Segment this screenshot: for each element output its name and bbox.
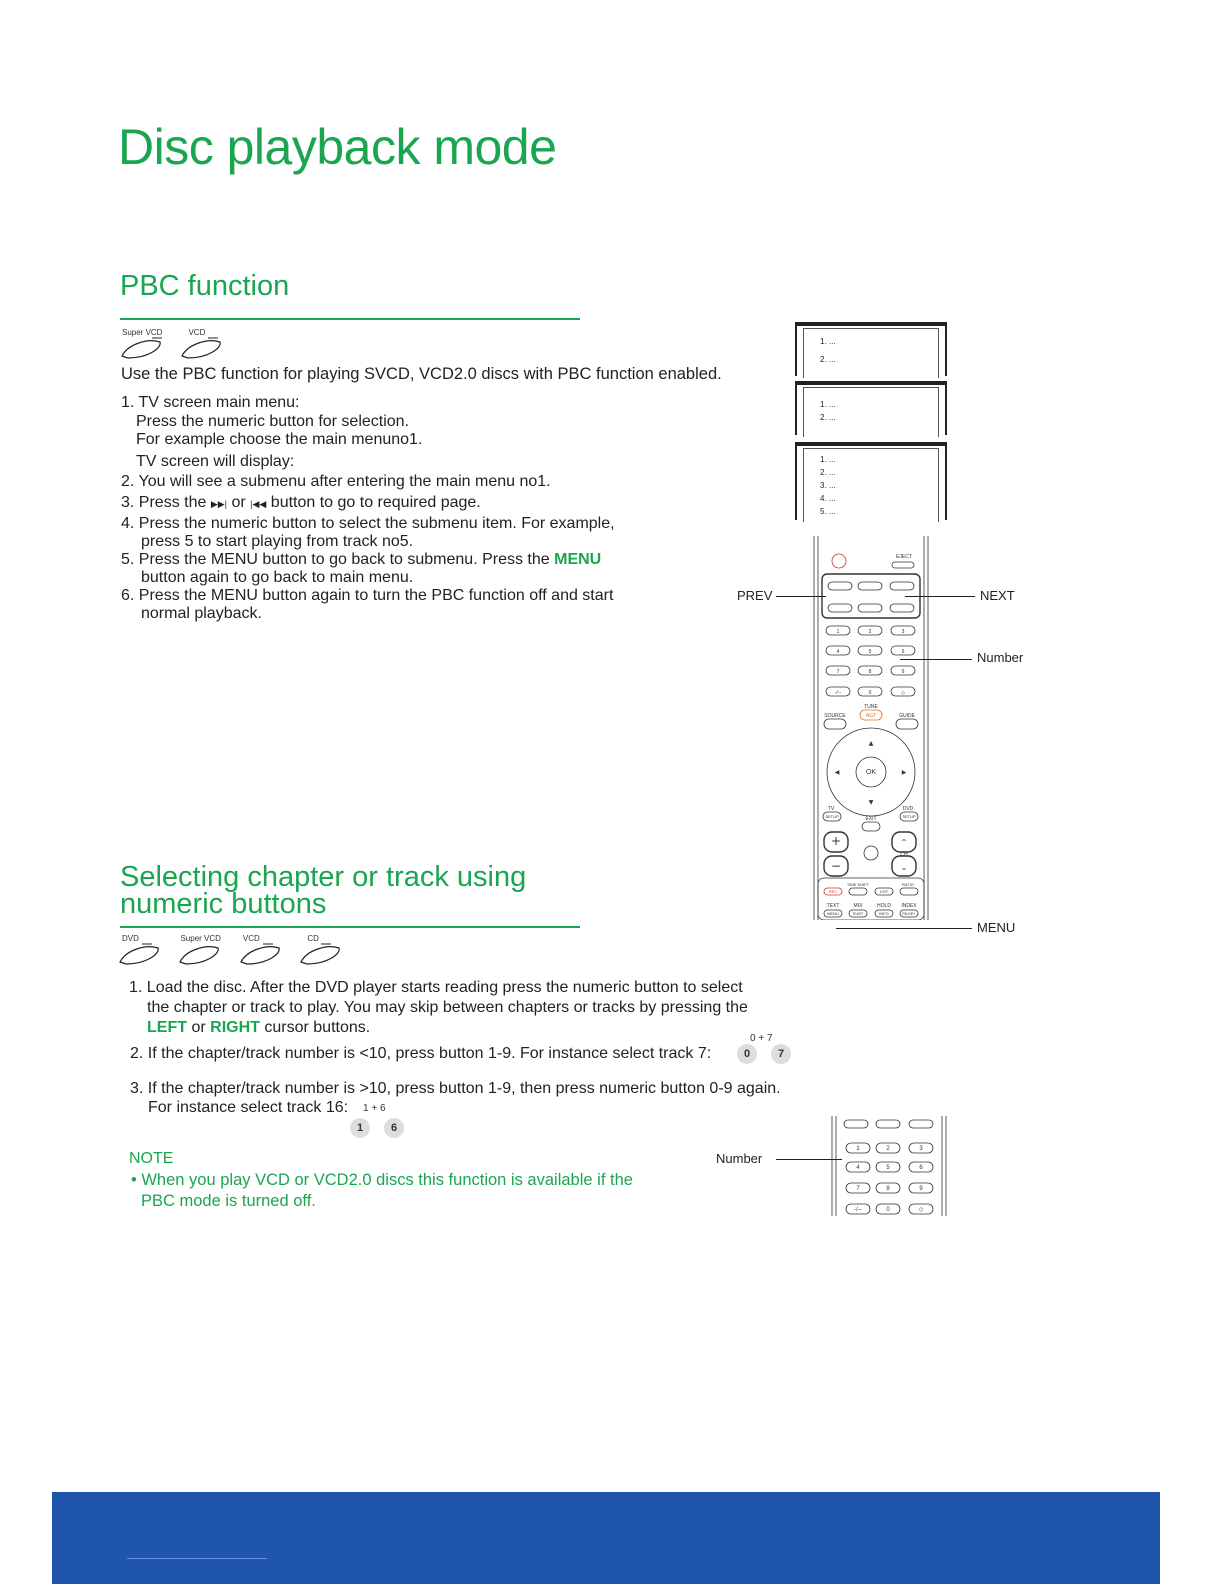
svg-text:2: 2 [868, 629, 872, 635]
svg-text:9: 9 [901, 669, 905, 675]
pbc-intro: Use the PBC function for playing SVCD, VCD2.0 discs with PBC function enabled. [121, 365, 722, 383]
svg-text:TIME SHIFT: TIME SHIFT [846, 882, 870, 887]
svg-text:REC: REC [828, 889, 838, 894]
pbc-steps [121, 392, 741, 623]
svg-text:▲: ▲ [868, 740, 874, 747]
svg-text:4: 4 [836, 649, 840, 655]
svg-text:8: 8 [868, 669, 872, 675]
footer-link-underline[interactable] [127, 1558, 267, 1559]
step2-combo-label: 0 + 7 [750, 1033, 773, 1044]
prev-track-icon: |◀◀ [250, 499, 267, 509]
pbc-step6: 6. Press the MENU button again to turn the PBC function off and start [121, 587, 614, 604]
button-0: 0 [737, 1044, 757, 1064]
prev-label: PREV [737, 588, 773, 603]
svg-text:TV: TV [827, 806, 835, 812]
svg-text:◇: ◇ [901, 690, 905, 696]
tv-screen-main-menu: 1. ... 2. ... [795, 322, 947, 376]
menu-line [836, 928, 972, 929]
tv-screen-submenu-2: 1. ... 2. ... 3. ... 4. ... 5. ... [795, 442, 947, 520]
svg-text:4: 4 [856, 1165, 860, 1171]
svg-text:◀: ◀ [834, 769, 840, 776]
svg-text:3: 3 [901, 629, 905, 635]
svg-text:MENU: MENU [827, 911, 839, 916]
select-step1: 1. Load the disc. After the DVD player starts reading press the numeric button to select the chapter or track to play. You may skip between chapters or tracks by pressing the LEFT or RIGHT cursor buttons. [129, 979, 748, 1036]
svg-text:DVD: DVD [902, 806, 914, 812]
cd-disc-icon: CD [297, 934, 345, 968]
svg-text:0: 0 [868, 690, 872, 696]
svg-text:CH: CH [900, 852, 908, 858]
note-text: • When you play VCD or VCD2.0 discs this function is available if the PBC mode is turned off. [131, 1171, 633, 1210]
svg-text:◇: ◇ [918, 1207, 924, 1213]
remote-control [812, 536, 930, 920]
number-label-2: Number [716, 1151, 763, 1166]
step3-combo-label: 1 + 6 [363, 1103, 386, 1114]
pbc-step5: 5. Press the MENU button to go back to submenu. Press the MENU [121, 551, 602, 568]
pbc-step4: 4. Press the numeric button to select the submenu item. For example, [121, 515, 615, 532]
svg-text:MIX: MIX [853, 903, 863, 909]
select-step2: 2. If the chapter/track number is <10, press button 1-9. For instance select track 7: [130, 1045, 712, 1062]
pbc-step1: 1. TV screen main menu: [121, 394, 300, 411]
svg-text:SETUP: SETUP [902, 814, 916, 819]
pbc-disc-icons [118, 328, 234, 367]
next-label: NEXT [980, 588, 1015, 603]
svg-text:9: 9 [919, 1186, 923, 1192]
svg-text:OK: OK [865, 769, 877, 776]
svg-text:EJECT: EJECT [896, 554, 912, 560]
svg-text:HOLD: HOLD [877, 903, 891, 909]
svg-text:SOURCE: SOURCE [824, 713, 846, 719]
svg-text:PAGE+: PAGE+ [902, 911, 916, 916]
pbc-heading: PBC function [120, 270, 290, 302]
dvd-disc-icon: DVD [116, 934, 164, 968]
next-line [905, 596, 975, 597]
svg-text:▼: ▼ [868, 799, 874, 806]
vcd-disc-icon: VCD [178, 328, 226, 362]
svg-text:GUIDE: GUIDE [899, 713, 915, 719]
pbc-step4-b: press 5 to start playing from track no5. [141, 533, 414, 550]
svg-text:INDEX: INDEX [901, 903, 917, 909]
svg-text:-/--: -/-- [834, 690, 842, 696]
svg-text:AGT: AGT [865, 713, 877, 719]
svg-text:⌄: ⌄ [900, 863, 908, 872]
select-disc-icons [116, 934, 353, 973]
svg-text:6: 6 [901, 649, 905, 655]
pbc-step1-c: For example choose the main menuno1. [136, 431, 423, 448]
svg-text:INFO: INFO [879, 911, 889, 916]
pbc-step6-b: normal playback. [141, 605, 262, 622]
select-step3-b: For instance select track 16: [148, 1099, 349, 1116]
pbc-step1-b: Press the numeric button for selection. [136, 413, 410, 430]
super-vcd-disc-icon-2: Super VCD [176, 934, 224, 968]
svg-text:7: 7 [836, 669, 840, 675]
svg-text:EXIT: EXIT [865, 816, 877, 822]
pbc-step5-b: button again to go back to main menu. [141, 569, 414, 586]
svg-text:3: 3 [919, 1146, 923, 1152]
svg-text:SETUP: SETUP [825, 814, 839, 819]
footer-bar [52, 1492, 1160, 1584]
select-rule [120, 926, 580, 928]
button-6: 6 [384, 1118, 404, 1138]
svg-text:5: 5 [868, 649, 872, 655]
pbc-step1-d: TV screen will display: [136, 453, 295, 470]
super-vcd-disc-icon: Super VCD [118, 328, 166, 362]
pbc-rule [120, 318, 580, 320]
svg-text:−: − [830, 859, 842, 873]
button-1: 1 [350, 1118, 370, 1138]
svg-text:5: 5 [886, 1165, 890, 1171]
svg-text:2: 2 [886, 1146, 890, 1152]
svg-text:▶: ▶ [901, 769, 907, 776]
power-icon [832, 554, 846, 568]
svg-text:0: 0 [886, 1207, 890, 1213]
vcd-disc-icon-2: VCD [237, 934, 285, 968]
number-label: Number [977, 650, 1024, 665]
svg-text:+: + [830, 834, 842, 848]
select-heading: Selecting chapter or track using numeric buttons [120, 861, 527, 920]
menu-label: MENU [977, 920, 1016, 935]
button-7: 7 [771, 1044, 791, 1064]
note-title: NOTE [129, 1150, 174, 1167]
next-track-icon: ▶▶| [210, 499, 228, 509]
prev-line [776, 596, 826, 597]
svg-text:⌃: ⌃ [900, 838, 908, 847]
page-title: Disc playback mode [118, 119, 557, 175]
svg-text:LIST: LIST [879, 889, 889, 894]
svg-text:TEXT: TEXT [826, 903, 840, 909]
svg-text:7: 7 [856, 1186, 860, 1192]
svg-text:SUBT: SUBT [852, 911, 864, 916]
select-step3: 3. If the chapter/track number is >10, press button 1-9, then press numeric button 0-9 again. [130, 1080, 781, 1097]
svg-text:8: 8 [886, 1186, 890, 1192]
svg-text:1: 1 [836, 629, 840, 635]
svg-text:1: 1 [856, 1146, 860, 1152]
svg-text:6: 6 [919, 1165, 923, 1171]
tv-screen-submenu-1: 1. ... 2. ... [795, 381, 947, 435]
pbc-step2: 2. You will see a submenu after entering the main menu no1. [121, 473, 551, 490]
svg-text:-/--: -/-- [854, 1207, 862, 1213]
pbc-step3: 3. Press the ▶▶| or |◀◀ button to go to required page. [121, 494, 481, 511]
svg-text:RATIO: RATIO [902, 882, 914, 887]
remote-keypad-detail [830, 1116, 948, 1216]
svg-text:TUNE: TUNE [864, 704, 878, 710]
number-line [900, 659, 972, 660]
